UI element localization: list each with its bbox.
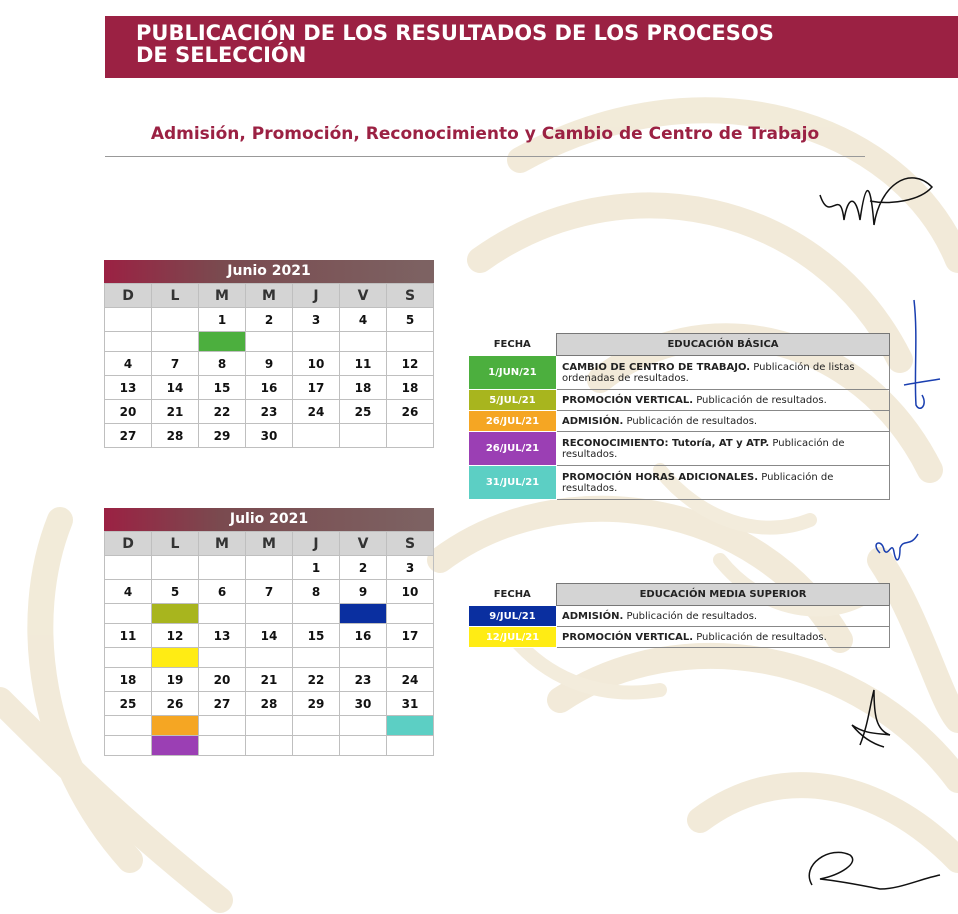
calendar-day: 14 [246, 624, 293, 648]
calendar-empty-cell [293, 332, 340, 352]
event-description [557, 466, 890, 500]
calendar-day [293, 424, 340, 448]
calendar-week-row [105, 692, 434, 716]
calendar-grid [104, 531, 434, 756]
calendar-week-row [105, 376, 434, 400]
calendar-day: 17 [293, 376, 340, 400]
calendar-day: 27 [199, 692, 246, 716]
calendar-day: 9 [340, 580, 387, 604]
calendar-day: 22 [293, 668, 340, 692]
calendar-day: 15 [293, 624, 340, 648]
weekday-header: D [105, 284, 152, 308]
calendar-day: 20 [105, 400, 152, 424]
calendar-day: 31 [387, 692, 434, 716]
calendar-day: 30 [340, 692, 387, 716]
calendar-day: 28 [246, 692, 293, 716]
signature-icon [870, 528, 930, 568]
calendar-day: 4 [340, 308, 387, 332]
calendar-day: 26 [152, 692, 199, 716]
event-table-educacion-basica [468, 333, 890, 500]
event-row [469, 390, 890, 411]
event-description [557, 627, 890, 648]
event-name: ADMISIÓN. [562, 415, 624, 427]
calendar-day: 20 [199, 668, 246, 692]
calendar-day: 21 [152, 400, 199, 424]
calendar-day: 25 [105, 692, 152, 716]
calendar-empty-cell [387, 332, 434, 352]
calendar-day: 1 [199, 308, 246, 332]
calendar-day: 23 [340, 668, 387, 692]
calendar-empty-cell [293, 716, 340, 736]
calendar-day: 12 [152, 624, 199, 648]
calendar-empty-cell [152, 332, 199, 352]
event-row [469, 411, 890, 432]
event-name: PROMOCIÓN VERTICAL. [562, 394, 694, 406]
event-table-title: EDUCACIÓN BÁSICA [557, 334, 890, 356]
calendar-day: 4 [105, 352, 152, 376]
calendar-empty-cell [105, 716, 152, 736]
calendar-week-row [105, 580, 434, 604]
calendar-day: 17 [387, 624, 434, 648]
calendar-week-row [105, 424, 434, 448]
event-table-educacion-media-superior [468, 583, 890, 648]
calendar-day [199, 556, 246, 580]
calendar-day [105, 308, 152, 332]
event-description [557, 390, 890, 411]
event-name: PROMOCIÓN VERTICAL. [562, 631, 694, 643]
calendar-day: 28 [152, 424, 199, 448]
calendar-day: 10 [293, 352, 340, 376]
calendar-day: 16 [340, 624, 387, 648]
event-description [557, 356, 890, 390]
weekday-header: M [246, 532, 293, 556]
calendar-day: 25 [340, 400, 387, 424]
event-marker [340, 604, 387, 624]
header-banner [105, 16, 958, 78]
calendar-day [387, 424, 434, 448]
event-date: 5/JUL/21 [469, 390, 557, 411]
calendar-marker-row [105, 648, 434, 668]
calendar-empty-cell [340, 332, 387, 352]
calendar-day: 7 [246, 580, 293, 604]
calendar-day: 24 [387, 668, 434, 692]
calendar-empty-cell [293, 648, 340, 668]
event-marker [387, 716, 434, 736]
calendar-marker-row [105, 332, 434, 352]
calendar-title: Junio 2021 [104, 260, 434, 283]
calendar-day: 13 [105, 376, 152, 400]
calendar-empty-cell [293, 604, 340, 624]
calendar-empty-cell [340, 716, 387, 736]
calendar-day: 3 [293, 308, 340, 332]
weekday-header: V [340, 532, 387, 556]
weekday-header: D [105, 532, 152, 556]
calendar-day: 8 [199, 352, 246, 376]
calendar-day: 14 [152, 376, 199, 400]
calendar-day: 29 [293, 692, 340, 716]
calendar-july [104, 508, 434, 756]
weekday-header: V [340, 284, 387, 308]
event-marker [152, 736, 199, 756]
calendar-week-row [105, 308, 434, 332]
calendar-day: 4 [105, 580, 152, 604]
calendar-empty-cell [387, 736, 434, 756]
calendar-day: 10 [387, 580, 434, 604]
calendar-empty-cell [246, 604, 293, 624]
weekday-header: J [293, 284, 340, 308]
event-row [469, 432, 890, 466]
calendar-empty-cell [105, 332, 152, 352]
calendar-day: 13 [199, 624, 246, 648]
calendar-empty-cell [105, 604, 152, 624]
event-date: 9/JUL/21 [469, 606, 557, 627]
calendar-day: 2 [246, 308, 293, 332]
event-row [469, 627, 890, 648]
event-marker [199, 332, 246, 352]
calendar-empty-cell [246, 332, 293, 352]
calendar-empty-cell [246, 736, 293, 756]
header-title-line2: DE SELECCIÓN [136, 43, 307, 67]
header-title-line1: PUBLICACIÓN DE LOS RESULTADOS DE LOS PROCESOS [136, 21, 774, 45]
weekday-header: L [152, 532, 199, 556]
calendar-day [152, 556, 199, 580]
weekday-header: M [246, 284, 293, 308]
calendar-day [340, 424, 387, 448]
weekday-header: M [199, 284, 246, 308]
calendar-empty-cell [199, 716, 246, 736]
calendar-day: 15 [199, 376, 246, 400]
calendar-marker-row [105, 736, 434, 756]
calendar-day: 23 [246, 400, 293, 424]
calendar-day: 11 [105, 624, 152, 648]
calendar-day: 8 [293, 580, 340, 604]
calendar-day: 26 [387, 400, 434, 424]
event-detail: Publicación de resultados. [693, 631, 827, 643]
calendar-day [246, 556, 293, 580]
calendar-june [104, 260, 434, 448]
subtitle: Admisión, Promoción, Reconocimiento y Cambio de Centro de Trabajo [150, 124, 820, 144]
calendar-day: 3 [387, 556, 434, 580]
fecha-header: FECHA [493, 338, 531, 350]
calendar-empty-cell [199, 736, 246, 756]
calendar-empty-cell [340, 736, 387, 756]
event-name: RECONOCIMIENTO: Tutoría, AT y ATP. [562, 437, 770, 449]
event-description [557, 411, 890, 432]
calendar-week-row [105, 352, 434, 376]
calendar-empty-cell [387, 648, 434, 668]
event-detail: Publicación de resultados. [623, 610, 758, 622]
event-name: PROMOCIÓN HORAS ADICIONALES. [562, 471, 759, 483]
calendar-day: 9 [246, 352, 293, 376]
calendar-day: 29 [199, 424, 246, 448]
calendar-day [105, 556, 152, 580]
event-date: 1/JUN/21 [469, 356, 557, 390]
event-name: CAMBIO DE CENTRO DE TRABAJO. [562, 361, 751, 373]
event-marker [152, 604, 199, 624]
event-date: 26/JUL/21 [469, 411, 557, 432]
calendar-day: 2 [340, 556, 387, 580]
signature-icon [800, 845, 950, 905]
calendar-empty-cell [246, 648, 293, 668]
calendar-title: Julio 2021 [104, 508, 434, 531]
calendar-empty-cell [199, 604, 246, 624]
calendar-day: 22 [199, 400, 246, 424]
event-description [557, 432, 890, 466]
calendar-empty-cell [387, 604, 434, 624]
event-row [469, 606, 890, 627]
fecha-header: FECHA [493, 588, 531, 600]
calendar-day: 12 [387, 352, 434, 376]
event-name: ADMISIÓN. [562, 610, 624, 622]
calendar-marker-row [105, 716, 434, 736]
weekday-header: L [152, 284, 199, 308]
calendar-day: 6 [199, 580, 246, 604]
weekday-header: J [293, 532, 340, 556]
signature-icon [810, 165, 940, 245]
event-row [469, 466, 890, 500]
calendar-empty-cell [199, 648, 246, 668]
event-date: 12/JUL/21 [469, 627, 557, 648]
calendar-empty-cell [105, 648, 152, 668]
calendar-empty-cell [293, 736, 340, 756]
calendar-day: 24 [293, 400, 340, 424]
calendar-day: 18 [105, 668, 152, 692]
calendar-day: 16 [246, 376, 293, 400]
event-marker [152, 716, 199, 736]
calendar-empty-cell [246, 716, 293, 736]
calendar-day: 1 [293, 556, 340, 580]
event-table-title: EDUCACIÓN MEDIA SUPERIOR [557, 584, 890, 606]
event-detail: Publicación de resultados. [623, 415, 758, 427]
calendar-day: 18 [387, 376, 434, 400]
calendar-week-row [105, 668, 434, 692]
event-detail: Publicación de resultados. [693, 394, 827, 406]
calendar-week-row [105, 556, 434, 580]
calendar-week-row [105, 624, 434, 648]
calendar-day: 5 [152, 580, 199, 604]
event-detail: Publicación de listas ordenadas de resultados. [562, 361, 855, 384]
calendar-day: 19 [152, 668, 199, 692]
calendar-day: 5 [387, 308, 434, 332]
signature-icon [840, 685, 900, 755]
calendar-day: 7 [152, 352, 199, 376]
calendar-day [152, 308, 199, 332]
weekday-header: S [387, 532, 434, 556]
calendar-marker-row [105, 604, 434, 624]
calendar-empty-cell [105, 736, 152, 756]
weekday-header: S [387, 284, 434, 308]
calendar-day: 30 [246, 424, 293, 448]
calendar-day: 27 [105, 424, 152, 448]
calendar-grid [104, 283, 434, 448]
event-row [469, 356, 890, 390]
calendar-day: 11 [340, 352, 387, 376]
weekday-header: M [199, 532, 246, 556]
calendar-week-row [105, 400, 434, 424]
calendar-day: 18 [340, 376, 387, 400]
event-detail: Publicación de resultados. [562, 471, 834, 494]
calendar-day: 21 [246, 668, 293, 692]
event-date: 31/JUL/21 [469, 466, 557, 500]
event-date: 26/JUL/21 [469, 432, 557, 466]
event-marker [152, 648, 199, 668]
event-detail: Publicación de resultados. [562, 437, 845, 460]
signature-icon [900, 295, 945, 425]
calendar-empty-cell [340, 648, 387, 668]
event-description [557, 606, 890, 627]
subtitle-divider [105, 156, 865, 157]
